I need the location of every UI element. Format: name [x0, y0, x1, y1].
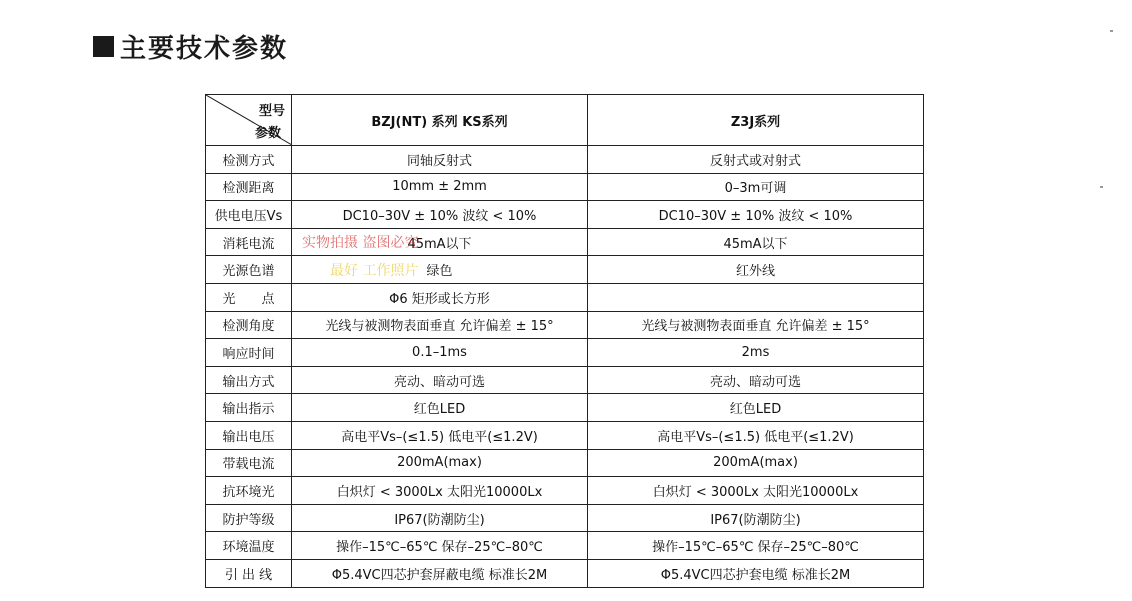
table-row: [206, 421, 924, 449]
corner-model-label: 型号: [258, 104, 285, 119]
value-cell-z3j: DC10–30V ± 10% 波纹 < 10%: [588, 201, 924, 229]
corner-cell: [206, 95, 292, 146]
table-row: [206, 559, 924, 587]
param-cell: 检测角度: [206, 311, 292, 339]
value-cell-z3j: 高电平Vs–(≤1.5) 低电平(≤1.2V): [588, 421, 924, 449]
value-cell-bzj: 0.1–1ms: [292, 339, 588, 367]
table-row: [206, 256, 924, 284]
value-cell-bzj: 白炽灯 < 3000Lx 太阳光10000Lx: [292, 477, 588, 505]
value-cell-z3j: 红外线: [588, 256, 924, 284]
value-cell-bzj: 200mA(max): [292, 449, 588, 477]
param-cell: 环境温度: [206, 532, 292, 560]
table-row: [206, 532, 924, 560]
value-cell-z3j: 2ms: [588, 339, 924, 367]
value-cell-bzj: IP67(防潮防尘): [292, 504, 588, 532]
table-row: [206, 504, 924, 532]
value-cell-z3j: 光线与被测物表面垂直 允许偏差 ± 15°: [588, 311, 924, 339]
value-cell-z3j: 白炽灯 < 3000Lx 太阳光10000Lx: [588, 477, 924, 505]
param-cell: 抗环境光: [206, 477, 292, 505]
param-cell: 检测距离: [206, 173, 292, 201]
table-row: [206, 366, 924, 394]
column-header-bzj: BZJ(NT) 系列 KS系列: [292, 95, 588, 146]
table-row: [206, 146, 924, 174]
table-row: [206, 173, 924, 201]
spec-table: [205, 94, 924, 588]
param-cell: 防护等级: [206, 504, 292, 532]
value-cell-z3j: 0–3m可调: [588, 173, 924, 201]
corner-param-label: 参数: [254, 126, 281, 141]
column-header-z3j: Z3J系列: [588, 95, 924, 146]
value-cell-bzj: 同轴反射式: [292, 146, 588, 174]
value-cell-z3j: Φ5.4VC四芯护套电缆 标准长2M: [588, 559, 924, 587]
value-cell-z3j: 200mA(max): [588, 449, 924, 477]
table-row: [206, 201, 924, 229]
value-cell-bzj: Φ6 矩形或长方形: [292, 283, 588, 311]
value-cell-bzj: 亮动、暗动可选: [292, 366, 588, 394]
value-cell-z3j: 45mA以下: [588, 228, 924, 256]
section-heading: [93, 28, 288, 65]
value-cell-bzj: 绿色: [292, 256, 588, 284]
watermark-line-2: 最好 工作照片: [330, 263, 419, 279]
table-row: [206, 449, 924, 477]
param-cell: 光 点: [206, 283, 292, 311]
value-cell-z3j: 操作–15℃–65℃ 保存–25℃–80℃: [588, 532, 924, 560]
value-cell-bzj: DC10–30V ± 10% 波纹 < 10%: [292, 201, 588, 229]
value-cell-bzj: 光线与被测物表面垂直 允许偏差 ± 15°: [292, 311, 588, 339]
square-bullet-icon: [93, 36, 114, 57]
value-cell-z3j: 反射式或对射式: [588, 146, 924, 174]
value-cell-z3j: 亮动、暗动可选: [588, 366, 924, 394]
table-header-row: [206, 95, 924, 146]
value-cell-z3j: IP67(防潮防尘): [588, 504, 924, 532]
param-cell: 输出电压: [206, 421, 292, 449]
param-cell: 消耗电流: [206, 228, 292, 256]
value-cell-bzj: Φ5.4VC四芯护套屏蔽电缆 标准长2M: [292, 559, 588, 587]
param-cell: 输出指示: [206, 394, 292, 422]
table-row: [206, 477, 924, 505]
section-title: 主要技术参数: [120, 34, 289, 64]
param-cell: 输出方式: [206, 366, 292, 394]
value-cell-bzj: 10mm ± 2mm: [292, 173, 588, 201]
value-cell-bzj: 红色LED: [292, 394, 588, 422]
table-row: [206, 311, 924, 339]
scan-speck: [1100, 186, 1103, 188]
table-row: [206, 283, 924, 311]
table-row: [206, 228, 924, 256]
scan-speck: [1110, 30, 1113, 32]
param-cell: 带载电流: [206, 449, 292, 477]
param-cell: 检测方式: [206, 146, 292, 174]
value-cell-bzj: 操作–15℃–65℃ 保存–25℃–80℃: [292, 532, 588, 560]
value-cell-bzj: 45mA以下: [292, 228, 588, 256]
table-row: [206, 339, 924, 367]
value-cell-bzj: 高电平Vs–(≤1.5) 低电平(≤1.2V): [292, 421, 588, 449]
watermark-line-1: 实物拍摄 盗图必究: [302, 235, 419, 251]
param-cell: 供电电压Vs: [206, 201, 292, 229]
param-cell: 引 出 线: [206, 559, 292, 587]
param-cell: 光源色谱: [206, 256, 292, 284]
value-cell-z3j: [588, 283, 924, 311]
value-cell-z3j: 红色LED: [588, 394, 924, 422]
param-cell: 响应时间: [206, 339, 292, 367]
table-row: [206, 394, 924, 422]
